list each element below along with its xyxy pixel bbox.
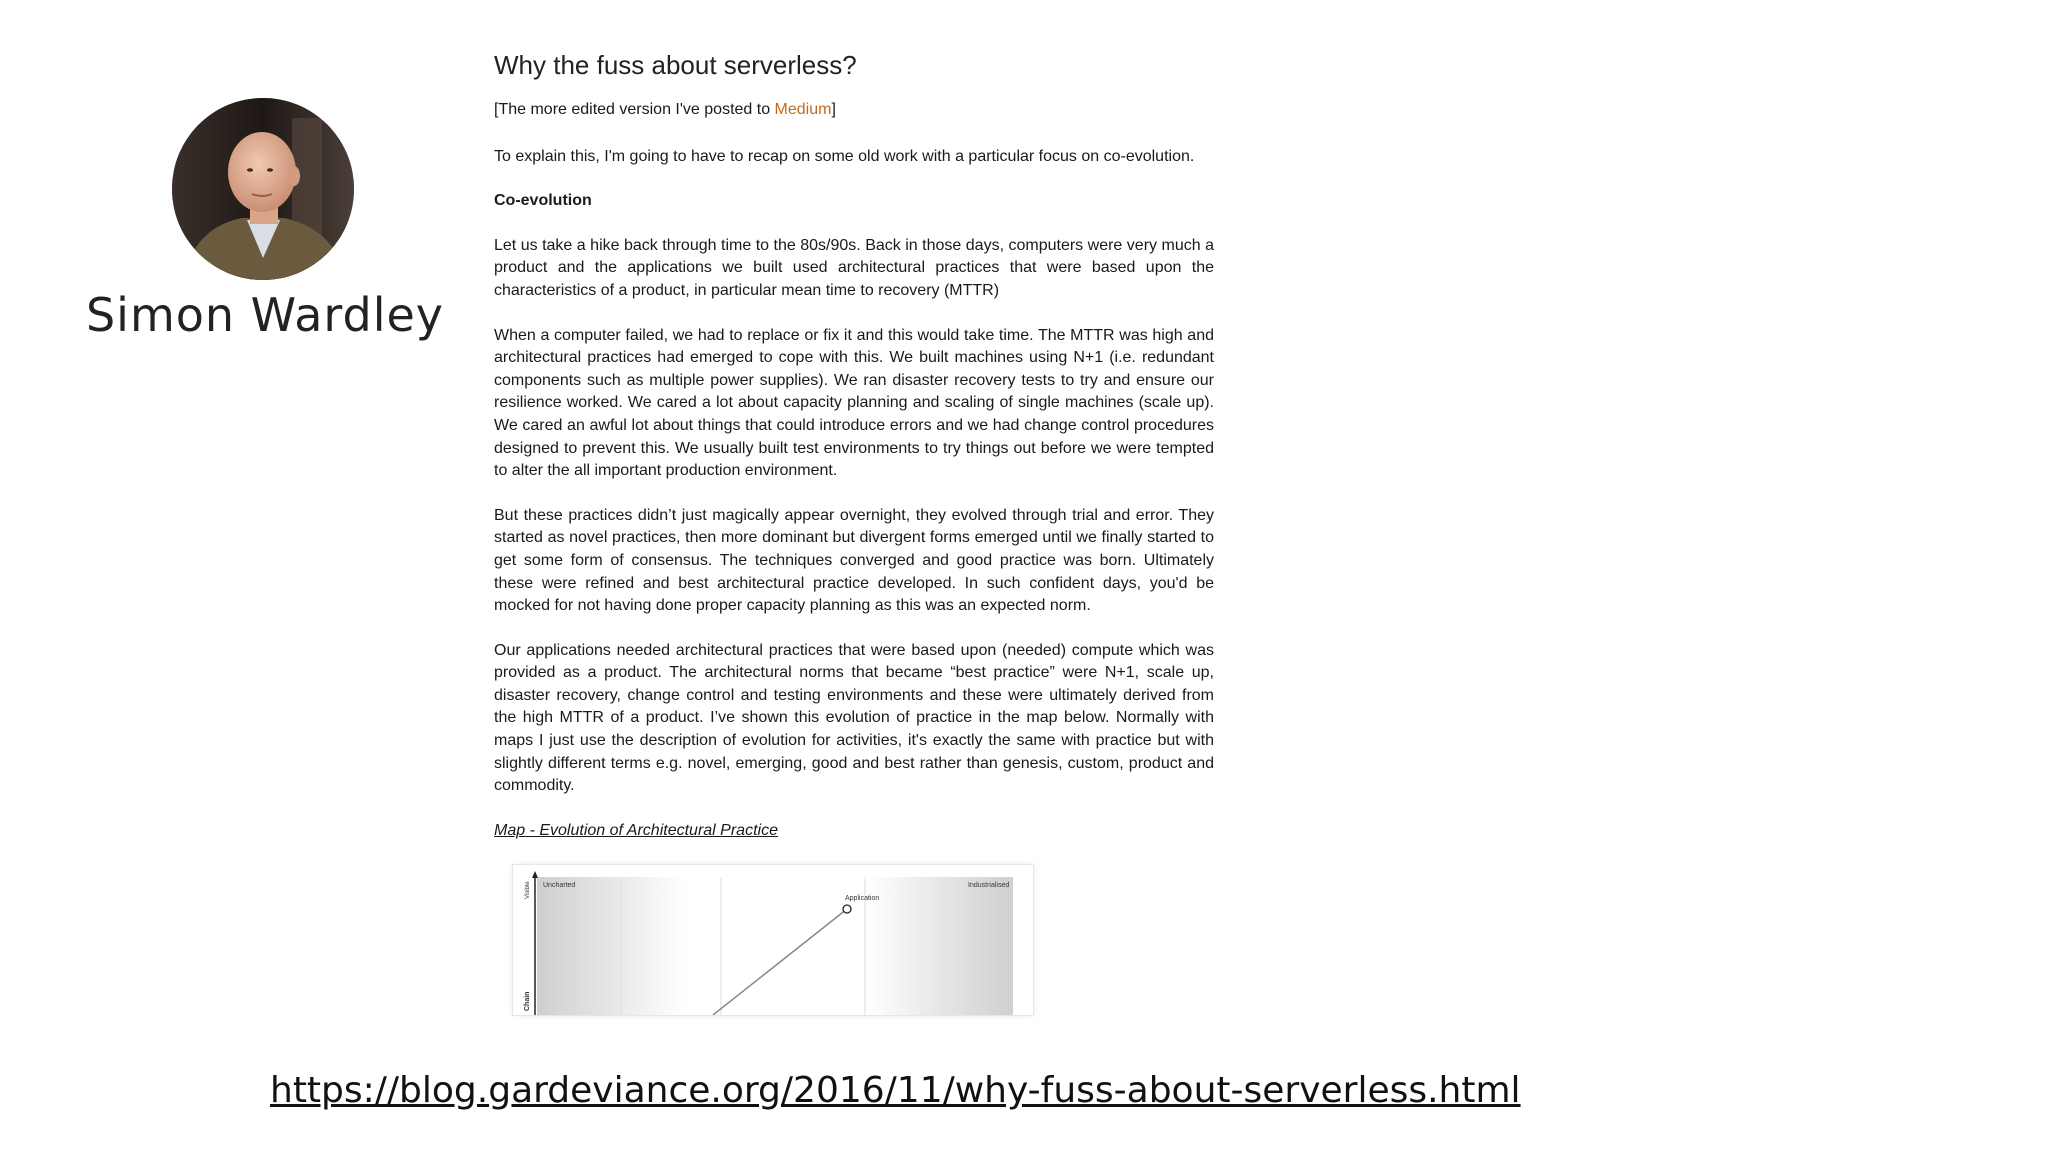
body-paragraph-1: Let us take a hike back through time to the 80s/90s. Back in those days, computers were very much a product and the applications we built used architectural practices that were based upon the characteristics of a product, in particular mean time to recovery (MTTR) bbox=[494, 236, 1214, 299]
source-url-link[interactable]: https://blog.gardeviance.org/2016/11/why-fuss-about-serverless.html bbox=[270, 1070, 1521, 1111]
uncharted-region bbox=[537, 877, 687, 1015]
map-diagram bbox=[513, 865, 1033, 1015]
intro-paragraph: To explain this, I'm going to have to recap on some old work with a particular focus on co-evolution. bbox=[494, 147, 1195, 165]
article-title: Why the fuss about serverless? bbox=[494, 50, 857, 80]
article-excerpt bbox=[494, 50, 1214, 1050]
map-caption: Map - Evolution of Architectural Practice bbox=[494, 821, 778, 839]
medium-link[interactable]: Medium bbox=[774, 101, 832, 118]
section-heading: Co-evolution bbox=[494, 192, 592, 210]
industrialised-region bbox=[865, 877, 1013, 1015]
body-paragraph-4: Our applications needed architectural practices that were based upon (needed) compute which was provided as a product. The architectural norms that became “best practice” were N+1, scale up, disaster recovery, change control and testing environments and these were ultimately derived from the high MTTR of a product. I’ve shown this evolution of practice in the map below. Normally with maps I just use the description of evolution for activities, it's exactly the same with practice but with slightly different terms e.g. novel, emerging, good and best rather than genesis, custom, product and commodity. bbox=[494, 641, 1214, 795]
chain-label: Chain bbox=[524, 991, 531, 1012]
edited-note-prefix: [The more edited version I've posted to bbox=[494, 101, 775, 118]
application-node bbox=[843, 905, 851, 913]
application-label: Application bbox=[845, 895, 880, 903]
map-link-line bbox=[713, 909, 847, 1015]
edited-note-suffix: ] bbox=[831, 101, 836, 118]
visible-label: Visible bbox=[525, 881, 531, 900]
presenter-photo bbox=[172, 98, 354, 280]
presenter-photo-art bbox=[172, 98, 354, 280]
map-figure bbox=[512, 864, 1034, 1016]
industrialised-label: Industrialised bbox=[968, 882, 1010, 890]
axis-arrowhead bbox=[532, 871, 538, 878]
edited-note bbox=[494, 99, 1214, 122]
body-paragraph-3: But these practices didn’t just magically appear overnight, they evolved through trial and error. They started as novel practices, then more dominant but divergent forms emerged until we finally started to get some form of consensus. The techniques converged and good practice was born. Ultimately these were refined and best architectural practice developed. In such confident days, you'd be mocked for not having done proper capacity planning as this was an expected norm. bbox=[494, 506, 1214, 615]
presenter-name: Simon Wardley bbox=[85, 288, 445, 342]
uncharted-label: Uncharted bbox=[543, 882, 576, 890]
body-paragraph-2: When a computer failed, we had to replace or fix it and this would take time. The MTTR was high and architectural practices had emerged to cope with this. We built machines using N+1 (i.e. redundant components such as multiple power supplies). We ran disaster recovery tests to try and ensure our resilience worked. We cared a lot about capacity planning and scaling of single machines (scale up). We cared an awful lot about things that could introduce errors and we had change control procedures designed to prevent this. We usually built test environments to try things out before we were tempted to alter the all important production environment. bbox=[494, 326, 1214, 480]
